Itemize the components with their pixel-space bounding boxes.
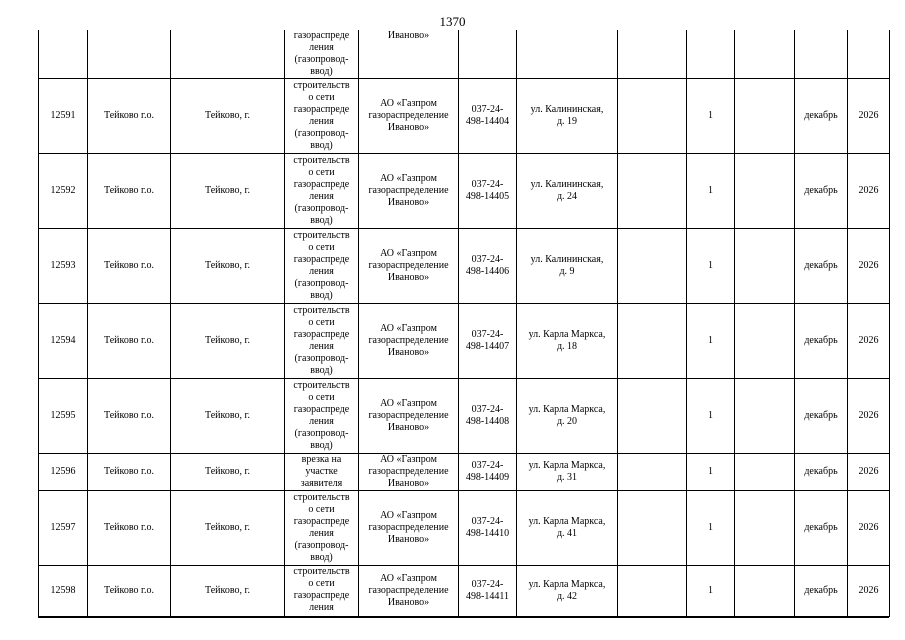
address-line: ул. Калининская, (530, 254, 604, 265)
cell-extra (618, 30, 687, 79)
code-line: 037-24- (471, 516, 504, 527)
cell-num (39, 30, 88, 79)
cell-org (359, 454, 459, 491)
address-line: ул. Карла Маркса, (528, 329, 606, 340)
cell-code (459, 379, 517, 454)
code-line: 498-14411 (466, 591, 509, 602)
cell-qty: 1 (687, 304, 735, 379)
code-line: 498-14410 (465, 528, 510, 539)
cell-year: 2026 (848, 491, 890, 566)
cell-address (517, 154, 618, 229)
org-line: газораспределение (368, 110, 449, 121)
table-row (39, 454, 890, 491)
work-line: строительств (293, 155, 350, 166)
table-bottom-rule (38, 617, 889, 618)
cell-extra2 (735, 229, 795, 304)
address-line: д. 42 (556, 591, 578, 602)
cell-code (459, 566, 517, 617)
address-line: д. 9 (559, 266, 575, 277)
cell-month: декабрь (795, 304, 848, 379)
cell-code (459, 229, 517, 304)
cell-locality: Тейково, г. (171, 229, 285, 304)
cell-year (848, 30, 890, 79)
cell-address (517, 379, 618, 454)
code-line: 498-14408 (465, 416, 510, 427)
code-line: 498-14407 (465, 341, 510, 352)
work-line: (газопровод- (294, 353, 349, 364)
continuation-row (39, 30, 890, 79)
cell-code (459, 30, 517, 79)
cell-year: 2026 (848, 304, 890, 379)
org-line: газораспределение (368, 466, 449, 477)
cell-org (359, 566, 459, 617)
work-line: газораспреде (293, 30, 350, 41)
cell-year: 2026 (848, 454, 890, 491)
cell-year: 2026 (848, 229, 890, 304)
cell-num: 12593 (39, 229, 88, 304)
address-line: д. 24 (556, 191, 578, 202)
cell-locality: Тейково, г. (171, 79, 285, 154)
table-row (39, 566, 890, 617)
org-line: АО «Газпром (380, 510, 437, 521)
cell-address (517, 229, 618, 304)
cell-month: декабрь (795, 154, 848, 229)
work-line: строительств (293, 566, 350, 577)
cell-code (459, 304, 517, 379)
cell-org (359, 491, 459, 566)
org-line: Иваново» (387, 30, 430, 41)
cell-locality: Тейково, г. (171, 304, 285, 379)
work-line: газораспреде (293, 404, 350, 415)
cell-code (459, 454, 517, 491)
code-line: 037-24- (471, 179, 504, 190)
cell-address (517, 491, 618, 566)
cell-extra (618, 154, 687, 229)
work-line: газораспреде (293, 254, 350, 265)
cell-work (285, 79, 359, 154)
cell-extra2 (735, 454, 795, 491)
org-line: АО «Газпром (380, 398, 437, 409)
code-line: 037-24- (471, 254, 504, 265)
cell-extra (618, 379, 687, 454)
org-line: АО «Газпром (380, 98, 437, 109)
work-line: ввод) (310, 440, 333, 451)
cell-extra2 (735, 491, 795, 566)
work-line: газораспреде (293, 590, 350, 601)
table-row (39, 154, 890, 229)
cell-district: Тейково г.о. (88, 229, 171, 304)
address-line: ул. Карла Маркса, (528, 404, 606, 415)
cell-locality: Тейково, г. (171, 566, 285, 617)
org-line: Иваново» (387, 347, 430, 358)
cell-qty: 1 (687, 79, 735, 154)
work-line: ввод) (310, 552, 333, 563)
work-line: ввод) (310, 140, 333, 151)
org-line: АО «Газпром (380, 454, 437, 465)
cell-org (359, 30, 459, 79)
address-line: ул. Калининская, (530, 179, 604, 190)
org-line: газораспределение (368, 260, 449, 271)
code-line: 037-24- (471, 460, 504, 471)
org-line: АО «Газпром (380, 573, 437, 584)
cell-qty: 1 (687, 454, 735, 491)
cell-work (285, 454, 359, 491)
org-line: газораспределение (368, 585, 449, 596)
cell-qty: 1 (687, 154, 735, 229)
cell-work (285, 379, 359, 454)
work-line: строительств (293, 305, 350, 316)
table-row (39, 79, 890, 154)
work-line: (газопровод- (294, 203, 349, 214)
work-line: ввод) (310, 365, 333, 376)
work-line: ления (309, 42, 334, 53)
page-number: 1370 (439, 14, 466, 29)
cell-code (459, 491, 517, 566)
cell-org (359, 379, 459, 454)
code-line: 037-24- (471, 579, 504, 590)
work-line: (газопровод- (294, 428, 349, 439)
cell-month: декабрь (795, 454, 848, 491)
cell-extra (618, 229, 687, 304)
cell-work (285, 304, 359, 379)
address-line: ул. Калининская, (530, 104, 604, 115)
code-line: 498-14404 (465, 116, 510, 127)
work-line: о сети (308, 167, 335, 178)
cell-address (517, 304, 618, 379)
work-line: ввод) (310, 66, 333, 77)
address-line: д. 19 (556, 116, 578, 127)
cell-num: 12592 (39, 154, 88, 229)
work-line: участке (305, 466, 338, 477)
work-line: о сети (308, 392, 335, 403)
cell-district (88, 30, 171, 79)
work-line: ления (309, 116, 334, 127)
address-line: ул. Карла Маркса, (528, 579, 606, 590)
table-row (39, 379, 890, 454)
registry-table (38, 30, 890, 617)
cell-district: Тейково г.о. (88, 454, 171, 491)
work-line: газораспреде (293, 329, 350, 340)
cell-extra2 (735, 304, 795, 379)
code-line: 498-14406 (465, 266, 510, 277)
code-line: 498-14409 (465, 472, 510, 483)
address-line: д. 41 (556, 528, 578, 539)
cell-extra (618, 566, 687, 617)
work-line: о сети (308, 242, 335, 253)
code-line: 498-14405 (465, 191, 510, 202)
cell-district: Тейково г.о. (88, 79, 171, 154)
cell-qty: 1 (687, 379, 735, 454)
work-line: строительств (293, 380, 350, 391)
org-line: АО «Газпром (380, 323, 437, 334)
work-line: врезка на (301, 454, 342, 465)
work-line: о сети (308, 504, 335, 515)
work-line: газораспреде (293, 179, 350, 190)
work-line: строительств (293, 80, 350, 91)
cell-month: декабрь (795, 229, 848, 304)
work-line: о сети (308, 317, 335, 328)
work-line: ввод) (310, 215, 333, 226)
cell-district: Тейково г.о. (88, 491, 171, 566)
cell-qty (687, 30, 735, 79)
cell-year: 2026 (848, 379, 890, 454)
work-line: ления (309, 191, 334, 202)
cell-month: декабрь (795, 566, 848, 617)
work-line: строительств (293, 230, 350, 241)
work-line: о сети (308, 578, 335, 589)
cell-month: декабрь (795, 491, 848, 566)
cell-num: 12595 (39, 379, 88, 454)
org-line: АО «Газпром (380, 173, 437, 184)
work-line: о сети (308, 92, 335, 103)
org-line: Иваново» (387, 272, 430, 283)
code-line: 037-24- (471, 404, 504, 415)
cell-year: 2026 (848, 154, 890, 229)
work-line: заявителя (300, 478, 343, 489)
cell-extra (618, 454, 687, 491)
work-line: (газопровод- (294, 54, 349, 65)
cell-work (285, 491, 359, 566)
cell-locality (171, 30, 285, 79)
cell-qty: 1 (687, 566, 735, 617)
cell-org (359, 304, 459, 379)
code-line: 037-24- (471, 104, 504, 115)
cell-address (517, 566, 618, 617)
work-line: ления (309, 528, 334, 539)
cell-extra2 (735, 79, 795, 154)
cell-extra (618, 79, 687, 154)
cell-num: 12591 (39, 79, 88, 154)
address-line: д. 31 (556, 472, 578, 483)
cell-locality: Тейково, г. (171, 379, 285, 454)
cell-extra2 (735, 154, 795, 229)
cell-locality: Тейково, г. (171, 154, 285, 229)
cell-num: 12598 (39, 566, 88, 617)
address-line: д. 18 (556, 341, 578, 352)
work-line: ления (309, 266, 334, 277)
table-row (39, 491, 890, 566)
org-line: Иваново» (387, 534, 430, 545)
cell-num: 12596 (39, 454, 88, 491)
cell-address (517, 30, 618, 79)
org-line: Иваново» (387, 197, 430, 208)
work-line: газораспреде (293, 104, 350, 115)
cell-work (285, 566, 359, 617)
org-line: АО «Газпром (380, 248, 437, 259)
cell-code (459, 154, 517, 229)
code-line: 037-24- (471, 329, 504, 340)
cell-work (285, 30, 359, 79)
cell-extra2 (735, 30, 795, 79)
org-line: газораспределение (368, 185, 449, 196)
cell-work (285, 229, 359, 304)
cell-extra (618, 491, 687, 566)
cell-extra2 (735, 379, 795, 454)
org-line: Иваново» (387, 597, 430, 608)
cell-district: Тейково г.о. (88, 154, 171, 229)
cell-locality: Тейково, г. (171, 454, 285, 491)
cell-district: Тейково г.о. (88, 304, 171, 379)
cell-org (359, 79, 459, 154)
cell-district: Тейково г.о. (88, 379, 171, 454)
work-line: ления (309, 416, 334, 427)
org-line: газораспределение (368, 335, 449, 346)
cell-address (517, 454, 618, 491)
cell-year: 2026 (848, 79, 890, 154)
cell-work (285, 154, 359, 229)
org-line: газораспределение (368, 522, 449, 533)
cell-month: декабрь (795, 79, 848, 154)
cell-num: 12597 (39, 491, 88, 566)
cell-extra2 (735, 566, 795, 617)
table-row (39, 304, 890, 379)
cell-qty: 1 (687, 229, 735, 304)
cell-address (517, 79, 618, 154)
work-line: ввод) (310, 290, 333, 301)
cell-num: 12594 (39, 304, 88, 379)
cell-district: Тейково г.о. (88, 566, 171, 617)
work-line: газораспреде (293, 516, 350, 527)
cell-org (359, 154, 459, 229)
org-line: Иваново» (387, 478, 430, 489)
cell-org (359, 229, 459, 304)
work-line: (газопровод- (294, 128, 349, 139)
cell-code (459, 79, 517, 154)
work-line: (газопровод- (294, 278, 349, 289)
address-line: ул. Карла Маркса, (528, 516, 606, 527)
work-line: (газопровод- (294, 540, 349, 551)
cell-qty: 1 (687, 491, 735, 566)
table-row (39, 229, 890, 304)
work-line: ления (309, 341, 334, 352)
work-line: ления (309, 602, 334, 613)
cell-extra (618, 304, 687, 379)
org-line: Иваново» (387, 422, 430, 433)
cell-locality: Тейково, г. (171, 491, 285, 566)
address-line: д. 20 (556, 416, 578, 427)
org-line: Иваново» (387, 122, 430, 133)
cell-month: декабрь (795, 379, 848, 454)
cell-year: 2026 (848, 566, 890, 617)
address-line: ул. Карла Маркса, (528, 460, 606, 471)
cell-month (795, 30, 848, 79)
work-line: строительств (293, 492, 350, 503)
org-line: газораспределение (368, 410, 449, 421)
